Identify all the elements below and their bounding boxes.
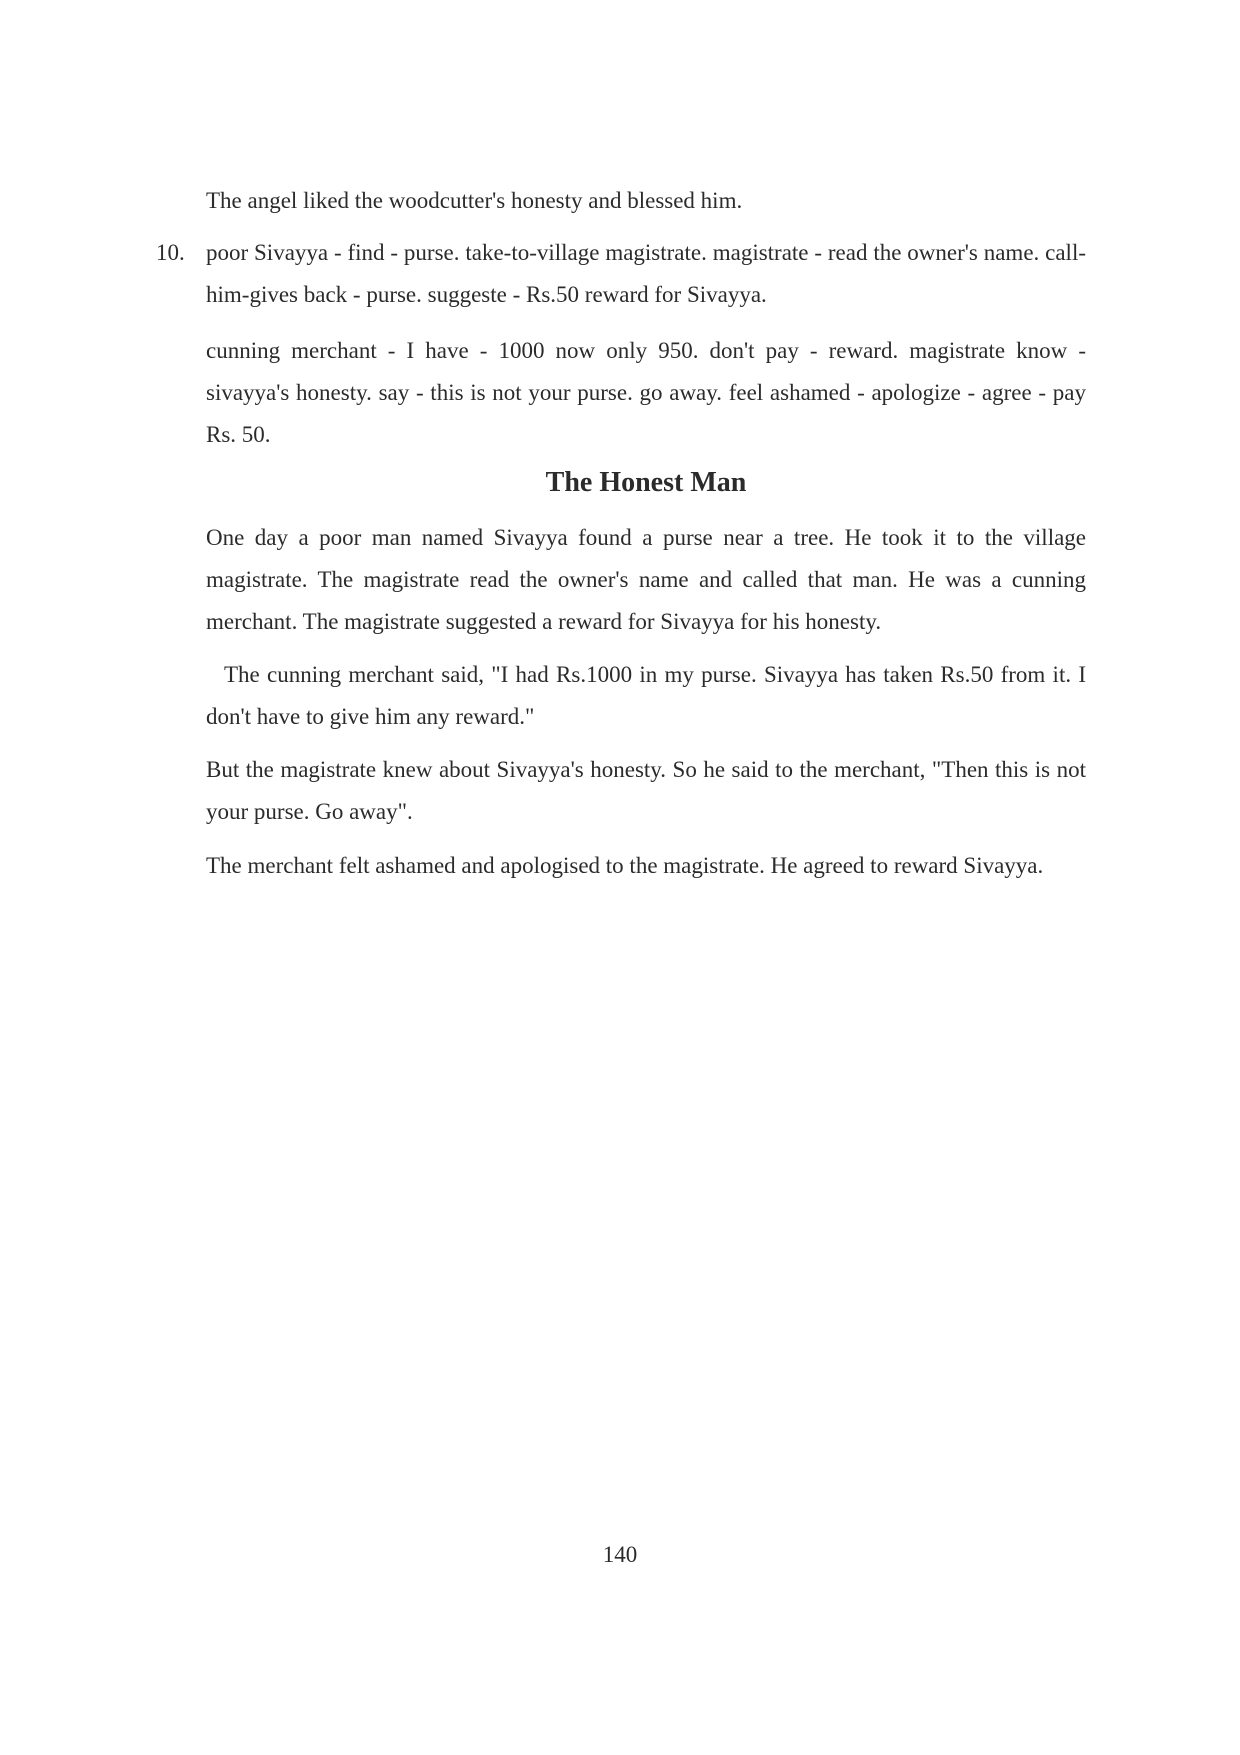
item-hint-line-1: poor Sivayya - find - purse. take-to-village magistrate. magistrate - read the owner's name. call-him-gives back - purse. suggeste - Rs.50 reward for Sivayya. <box>206 240 1086 307</box>
story-paragraph-3: But the magistrate knew about Sivayya's honesty. So he said to the merchant, "Then this is not your purse. Go away". <box>206 757 1086 824</box>
story-paragraph-2: The cunning merchant said, "I had Rs.1000 in my purse. Sivayya has taken Rs.50 from it. I don't have to give him any reward." <box>206 662 1086 729</box>
intro-line: The angel liked the woodcutter's honesty and blessed him. <box>206 188 743 213</box>
item-hint-line-2: cunning merchant - I have - 1000 now only 950. don't pay - reward. magistrate know - sivayya's honesty. say - this is not your purse. go away. feel ashamed - apologize - agree - pay Rs. 50. <box>206 338 1086 447</box>
story-paragraph-4: The merchant felt ashamed and apologised to the magistrate. He agreed to reward Sivayya. <box>206 853 1044 878</box>
page-number: 140 <box>602 1542 638 1567</box>
item-number: 10. <box>156 240 185 265</box>
story-title: The Honest Man <box>545 467 747 498</box>
story-paragraph-1: One day a poor man named Sivayya found a purse near a tree. He took it to the village magistrate. The magistrate read the owner's name and called that man. He was a cunning merchant. The magistrate suggested a reward for Sivayya for his honesty. <box>206 525 1086 634</box>
